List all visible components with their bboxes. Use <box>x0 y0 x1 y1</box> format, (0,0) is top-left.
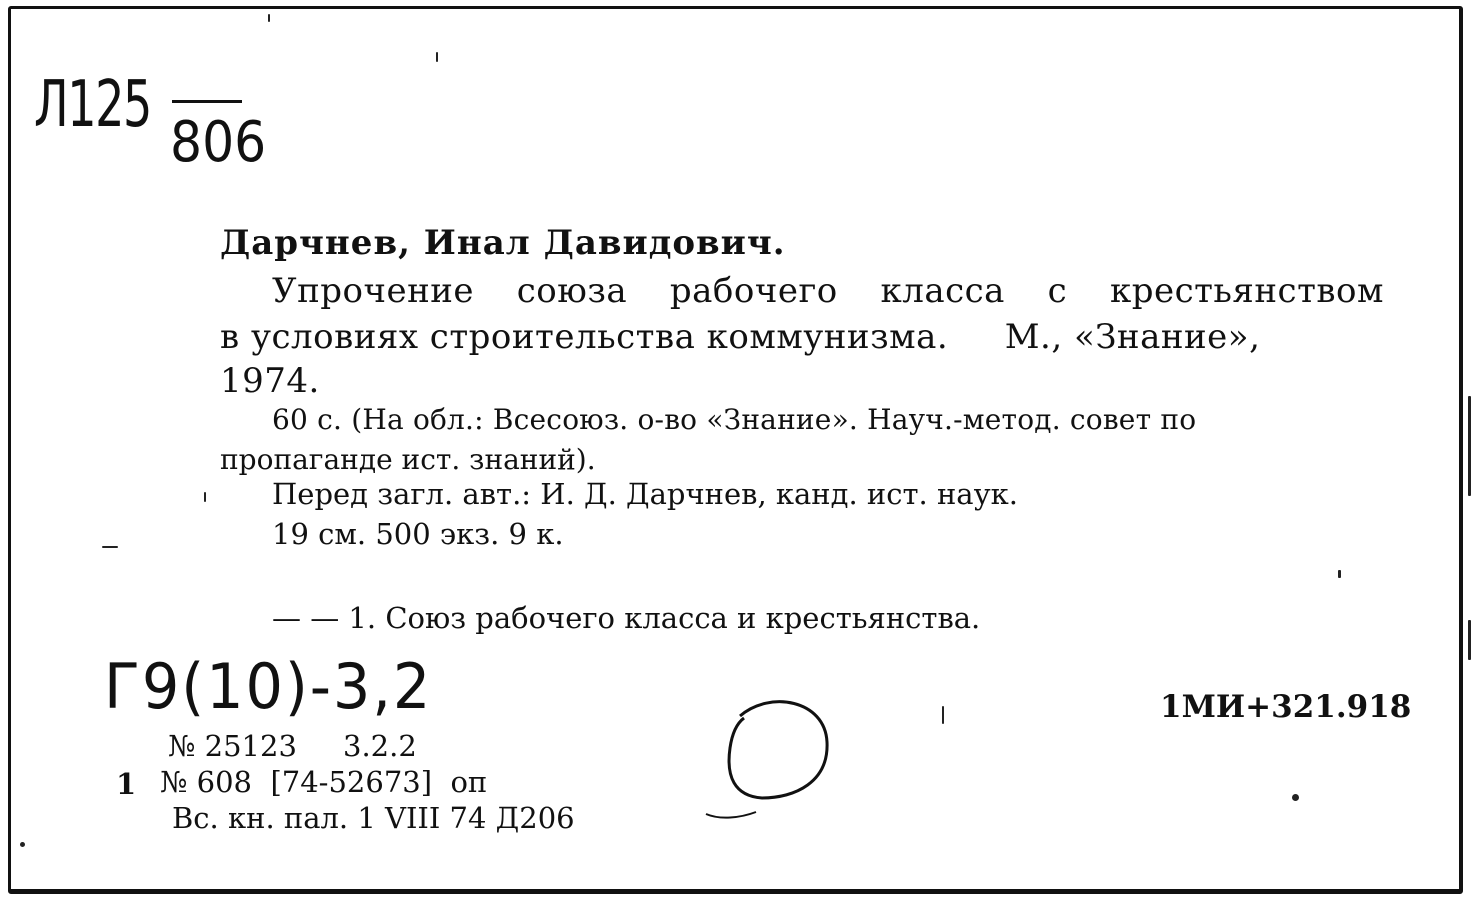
udc-code: 1МИ+321.918 <box>1160 689 1412 725</box>
title-word: союза <box>516 271 628 311</box>
shelfmark-number: Л125 <box>34 68 151 142</box>
shelfmark-denominator: 806 <box>170 110 267 175</box>
classification-handwritten: Г9(10)-3,2 <box>104 650 433 723</box>
scan-speck <box>1468 620 1471 660</box>
title-word: класса <box>880 271 1005 311</box>
shelfmark-fraction-line <box>172 100 242 103</box>
author-heading: Дарчнев, Инал Давидович. <box>220 223 786 263</box>
title-line-1 <box>272 271 1384 311</box>
title-line-3: 1974. <box>220 361 320 401</box>
scan-speck <box>20 842 25 847</box>
footer-line-1: № 25123 3.2.2 <box>168 729 417 763</box>
pages-note-line-1: 60 с. (На обл.: Всесоюз. о-во «Знание». Науч.-метод. совет по <box>272 403 1197 436</box>
scan-speck <box>268 14 270 22</box>
title-word: крестьянством <box>1109 271 1384 311</box>
title-word: с <box>1047 271 1068 311</box>
footer-line-2: № 608 [74-52673] оп <box>160 765 488 799</box>
scan-speck <box>1338 570 1341 578</box>
pages-note-line-2: пропаганде ист. знаний). <box>220 443 596 476</box>
scan-speck <box>102 546 118 548</box>
scan-speck <box>204 492 206 502</box>
title-line-1-text <box>272 271 1384 311</box>
scan-speck <box>1292 794 1299 801</box>
scan-speck <box>436 52 438 62</box>
footer-marker: 1 <box>116 767 137 801</box>
scan-speck <box>1468 396 1471 496</box>
circle-mark-icon <box>700 690 840 830</box>
title-word: Упрочение <box>272 271 475 311</box>
subject-heading: — — 1. Союз рабочего класса и крестьянства. <box>272 601 981 635</box>
scan-speck <box>942 706 944 724</box>
title-line-2: в условиях строительства коммунизма. М., «Знание», <box>220 317 1261 357</box>
title-word: рабочего <box>669 271 838 311</box>
footer-line-3: Вс. кн. пал. 1 VIII 74 Д206 <box>172 801 575 835</box>
author-note: Перед загл. авт.: И. Д. Дарчнев, канд. ист. наук. <box>272 477 1018 511</box>
physical-description: 19 см. 500 экз. 9 к. <box>272 517 564 551</box>
